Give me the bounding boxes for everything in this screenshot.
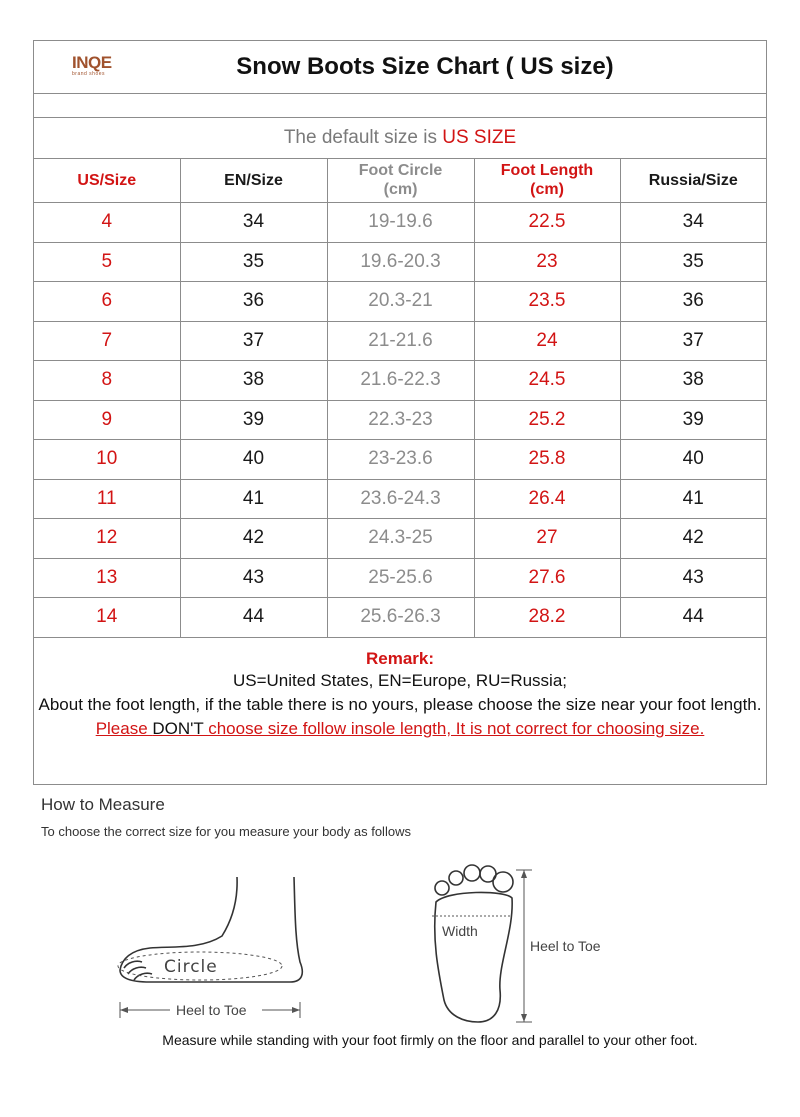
how-to-heading: How to Measure — [41, 795, 165, 814]
table-row — [34, 400, 766, 440]
how-to-subheading: To choose the correct size for you measure your body as follows — [41, 824, 411, 839]
logo-text: INQE — [72, 53, 112, 72]
col-header-foot-length: Foot Length (cm) — [474, 158, 620, 203]
col-header-russia: Russia/Size — [620, 158, 766, 203]
russia-size-cell: 41 — [620, 479, 766, 519]
russia-size-cell: 42 — [620, 519, 766, 559]
us-size-cell: 4 — [34, 203, 180, 243]
russia-size-cell: 36 — [620, 282, 766, 322]
russia-size-cell: 37 — [620, 321, 766, 361]
foot-circle-cell: 23.6-24.3 — [327, 479, 474, 519]
foot-circle-cell: 25.6-26.3 — [327, 598, 474, 638]
en-size-cell: 40 — [180, 440, 327, 480]
en-size-cell: 39 — [180, 400, 327, 440]
russia-size-cell: 35 — [620, 242, 766, 282]
foot-length-cell: 25.2 — [474, 400, 620, 440]
remark-line-2: About the foot length, if the table there is no yours, please choose the size near your foot length. — [38, 695, 762, 714]
default-note-prefix: The default size is — [283, 127, 437, 148]
en-size-cell: 41 — [180, 479, 327, 519]
warning-emphasis: DON'T — [152, 719, 204, 738]
foot-length-cell: 23.5 — [474, 282, 620, 322]
remark-warning: Please DON'T choose size follow insole length, It is not correct for choosing size. — [95, 719, 705, 738]
width-label: Width — [442, 923, 478, 939]
russia-size-cell: 44 — [620, 598, 766, 638]
table-header-row — [34, 158, 766, 203]
table-row — [34, 519, 766, 559]
us-size-cell: 14 — [34, 598, 180, 638]
table-row — [34, 282, 766, 322]
table-row — [34, 361, 766, 401]
foot-circle-cell: 24.3-25 — [327, 519, 474, 559]
logo-tagline: brand shoes — [72, 71, 106, 77]
heel-to-toe-top-label: Heel to Toe — [530, 938, 601, 954]
us-size-cell: 9 — [34, 400, 180, 440]
heel-to-toe-side-label: Heel to Toe — [176, 1002, 247, 1018]
foot-length-cell: 28.2 — [474, 598, 620, 638]
russia-size-cell: 39 — [620, 400, 766, 440]
russia-size-cell: 40 — [620, 440, 766, 480]
page-title: Snow Boots Size Chart ( US size) — [236, 53, 614, 80]
table-row — [34, 321, 766, 361]
side-foot-icon — [118, 877, 302, 1018]
col-header-foot-circle: Foot Circle (cm) — [327, 158, 474, 203]
remark-line-1: US=United States, EN=Europe, RU=Russia; — [232, 671, 568, 690]
en-size-cell: 43 — [180, 558, 327, 598]
table-row — [34, 242, 766, 282]
table-row — [34, 203, 766, 243]
us-size-cell: 5 — [34, 242, 180, 282]
us-size-cell: 13 — [34, 558, 180, 598]
circle-label: Circle — [164, 957, 218, 977]
en-size-cell: 36 — [180, 282, 327, 322]
col-header-us: US/Size — [34, 158, 180, 203]
us-size-cell: 7 — [34, 321, 180, 361]
foot-length-cell: 25.8 — [474, 440, 620, 480]
foot-circle-cell: 20.3-21 — [327, 282, 474, 322]
remark-block — [34, 637, 766, 741]
russia-size-cell: 34 — [620, 203, 766, 243]
col-header-en: EN/Size — [180, 158, 327, 203]
foot-circle-cell: 19-19.6 — [327, 203, 474, 243]
table-row — [34, 479, 766, 519]
en-size-cell: 35 — [180, 242, 327, 282]
foot-circle-cell: 22.3-23 — [327, 400, 474, 440]
spacer-row — [34, 93, 766, 118]
default-note-highlight: US SIZE — [442, 127, 517, 148]
foot-length-cell: 24.5 — [474, 361, 620, 401]
en-size-cell: 37 — [180, 321, 327, 361]
en-size-cell: 42 — [180, 519, 327, 559]
foot-length-cell: 22.5 — [474, 203, 620, 243]
foot-circle-cell: 21.6-22.3 — [327, 361, 474, 401]
us-size-cell: 10 — [34, 440, 180, 480]
size-chart — [33, 40, 767, 785]
foot-circle-cell: 19.6-20.3 — [327, 242, 474, 282]
russia-size-cell: 43 — [620, 558, 766, 598]
foot-circle-cell: 25-25.6 — [327, 558, 474, 598]
en-size-cell: 44 — [180, 598, 327, 638]
us-size-cell: 12 — [34, 519, 180, 559]
table-row — [34, 558, 766, 598]
table-row — [34, 440, 766, 480]
us-size-cell: 11 — [34, 479, 180, 519]
foot-circle-cell: 23-23.6 — [327, 440, 474, 480]
size-table — [34, 158, 766, 638]
top-foot-icon — [432, 865, 532, 1022]
foot-circle-cell: 21-21.6 — [327, 321, 474, 361]
us-size-cell: 6 — [34, 282, 180, 322]
foot-length-cell: 27.6 — [474, 558, 620, 598]
us-size-cell: 8 — [34, 361, 180, 401]
default-size-note — [34, 118, 766, 159]
foot-length-cell: 26.4 — [474, 479, 620, 519]
foot-length-cell: 23 — [474, 242, 620, 282]
measure-caption: Measure while standing with your foot firmly on the floor and parallel to your other foot. — [162, 1032, 698, 1048]
en-size-cell: 34 — [180, 203, 327, 243]
title-row — [34, 41, 766, 94]
russia-size-cell: 38 — [620, 361, 766, 401]
foot-length-cell: 27 — [474, 519, 620, 559]
foot-length-cell: 24 — [474, 321, 620, 361]
remark-title: Remark: — [365, 649, 435, 668]
en-size-cell: 38 — [180, 361, 327, 401]
measure-diagram — [0, 850, 800, 1030]
table-row — [34, 598, 766, 638]
